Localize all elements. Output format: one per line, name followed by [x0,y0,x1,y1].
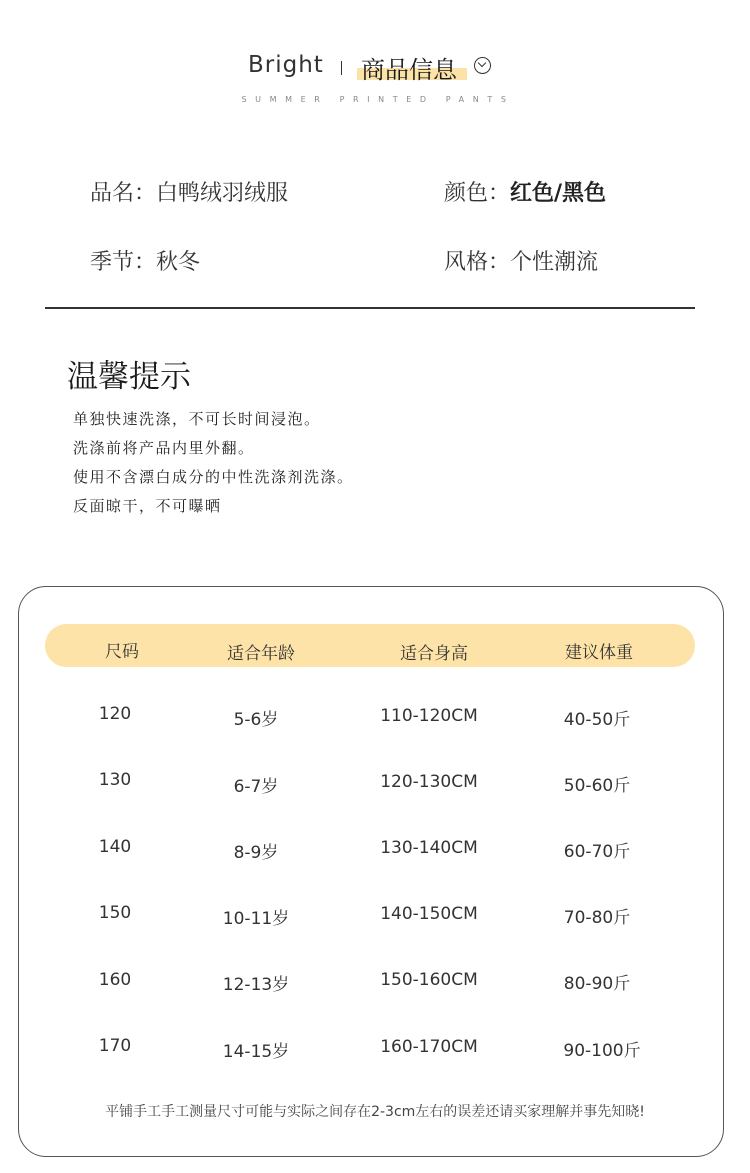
table-cell-height: 120-130CM [380,772,478,792]
table-cell-age: 14-15岁 [222,1042,290,1062]
table-cell-size: 130 [98,770,132,790]
section-title: 商品信息 [361,56,457,84]
table-cell-height: 110-120CM [380,706,478,726]
chevron-down-icon [474,57,491,74]
table-cell-weight: 50-60斤 [563,776,631,796]
table-cell-size: 140 [98,837,132,857]
product-color-value: 红色/黑色 [510,181,607,206]
product-color [444,176,606,207]
tip-item: 使用不含漂白成分的中性洗涤剂洗涤。 [73,468,354,486]
product-season-value: 秋冬 [156,250,201,275]
table-cell-height: 160-170CM [380,1037,478,1057]
product-style [444,245,598,276]
table-cell-age: 6-7岁 [233,777,279,797]
product-style-value: 个性潮流 [510,250,599,275]
table-cell-height: 130-140CM [380,838,478,858]
tip-item: 反面晾干，不可曝晒 [73,497,222,515]
table-cell-age: 10-11岁 [222,909,290,929]
table-cell-weight: 80-90斤 [563,974,631,994]
table-cell-weight: 40-50斤 [563,710,631,730]
table-cell-age: 8-9岁 [233,843,279,863]
header-height: 适合身高 [400,644,468,664]
tip-item: 单独快速洗涤，不可长时间浸泡。 [73,410,321,428]
product-season-label: 季节： [90,250,157,275]
table-cell-height: 140-150CM [380,904,478,924]
table-cell-age: 12-13岁 [222,975,290,995]
table-cell-size: 170 [98,1036,132,1056]
tips-title: 温馨提示 [67,359,191,395]
table-cell-weight: 60-70斤 [563,842,631,862]
table-cell-age: 5-6岁 [233,710,279,730]
section-subtitle: SUMMER PRINTED PANTS [241,95,515,104]
product-season [90,245,200,276]
table-cell-weight: 90-100斤 [563,1041,641,1061]
table-cell-size: 150 [98,903,132,923]
product-style-label: 风格： [444,250,511,275]
section-divider [45,307,695,309]
table-cell-height: 150-160CM [380,970,478,990]
header-age: 适合年龄 [227,644,295,664]
product-name-label: 品名： [90,181,157,206]
tip-item: 洗涤前将产品内里外翻。 [73,439,255,457]
brand-name: Bright [248,52,324,78]
table-cell-size: 120 [98,704,132,724]
header-weight: 建议体重 [565,643,633,663]
table-cell-size: 160 [98,970,132,990]
header-divider [341,61,342,75]
product-color-label: 颜色： [444,181,511,206]
product-name-value: 白鸭绒羽绒服 [156,181,289,206]
table-cell-weight: 70-80斤 [563,908,631,928]
size-table-card [18,586,724,1157]
header-size: 尺码 [105,642,139,662]
product-name [90,176,288,207]
measurement-note: 平铺手工手工测量尺寸可能与实际之间存在2-3cm左右的误差还请买家理解并事先知晓! [105,1104,645,1120]
